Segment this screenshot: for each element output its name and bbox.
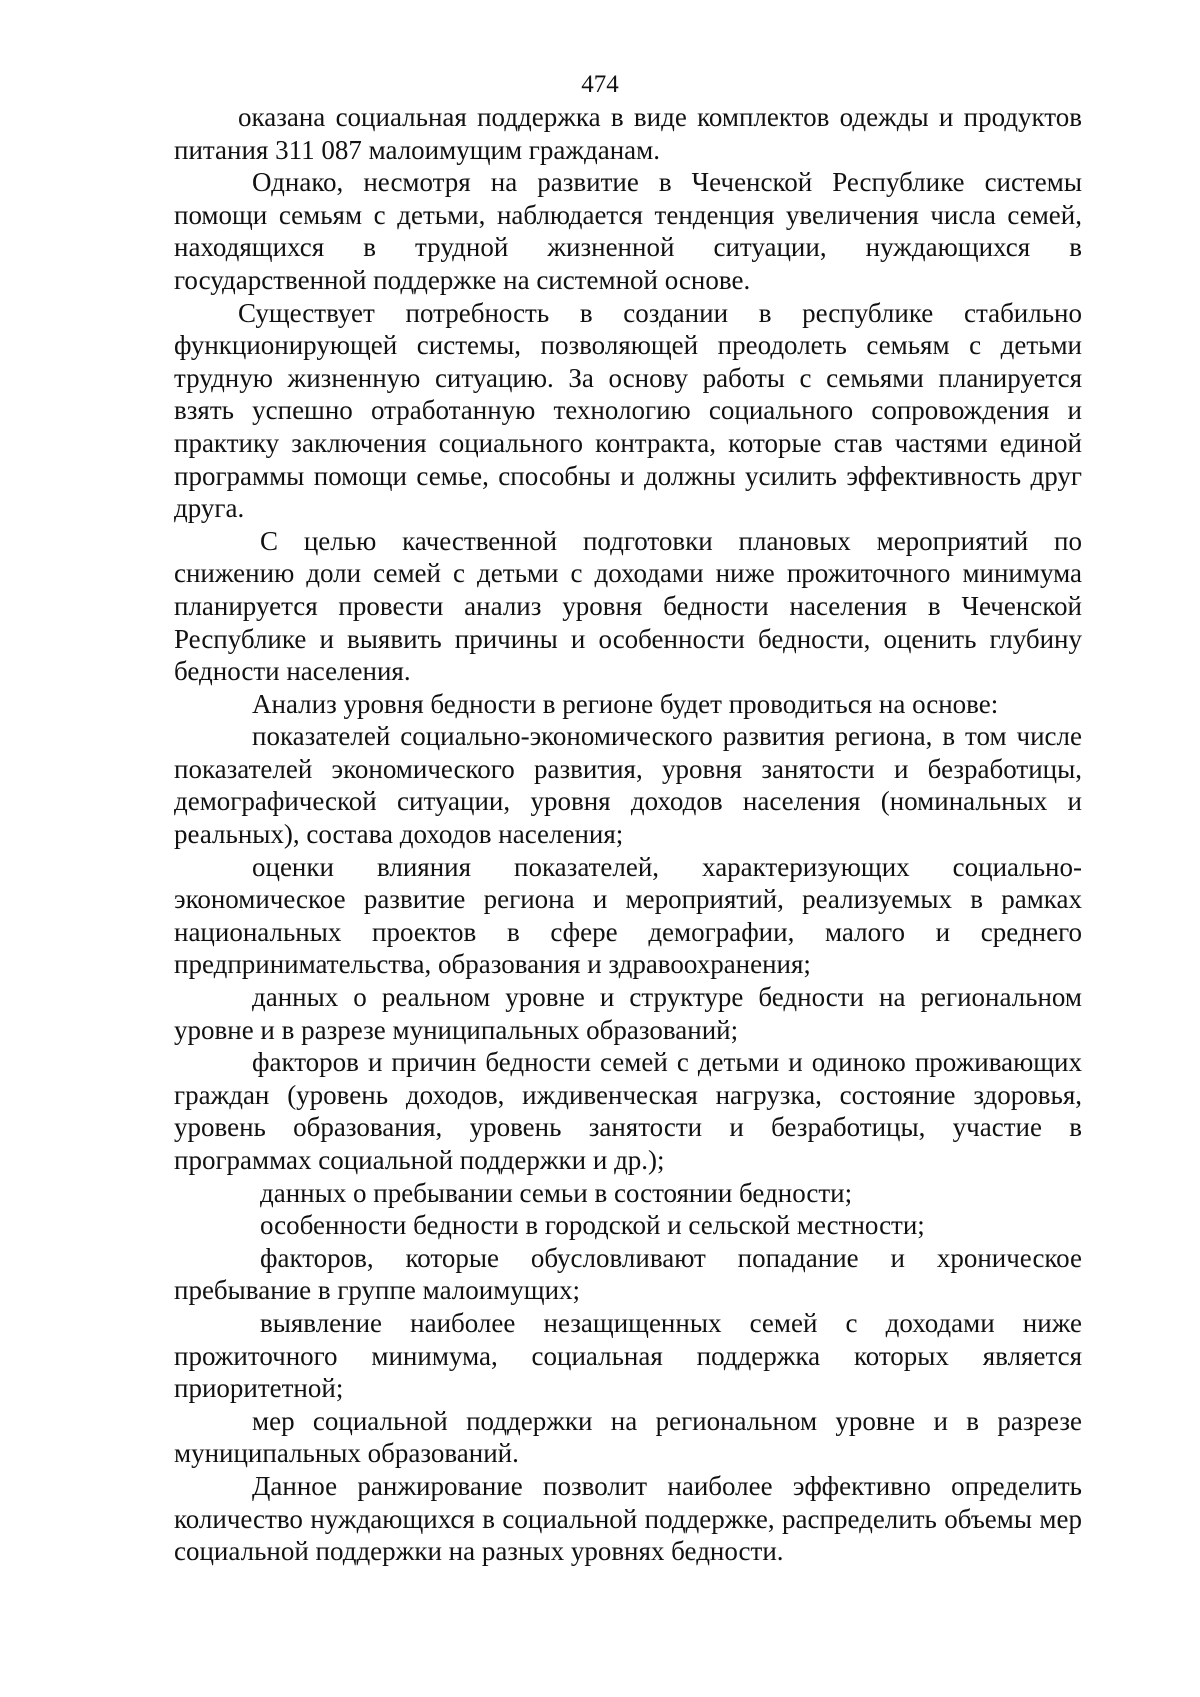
paragraph-stable-system: Существует потребность в создании в республике стабильно функционирующей системы, позволяющей преодолеть семьям с детьми трудную жизненную ситуацию. За основу работы с семьями планируется взять успешно отработанную технологию социального сопровождения и практику заключения социального контракта, которые став частями единой программы помощи семье, способны и должны усилить эффективность друг друга. <box>174 297 1082 524</box>
list-item-poverty-duration: данных о пребывании семьи в состоянии бедности; <box>260 1177 853 1208</box>
list-item-support-measures: мер социальной поддержки на региональном уровне и в разрезе муниципальных образований. <box>174 1405 1082 1469</box>
list-item-impact-assessment: оценки влияния показателей, характеризующих социально-экономическое развитие региона и мероприятий, реализуемых в рамках национальных проектов в сфере демографии, малого и среднего предпринимательства, образования и здравоохранения; <box>174 851 1082 980</box>
list-item-urban-rural-poverty: особенности бедности в городской и сельской местности; <box>260 1210 925 1241</box>
list-item-chronic-poverty-factors: факторов, которые обусловливают попадание и хроническое пребывание в группе малоимущих; <box>174 1242 1082 1306</box>
paragraph-ranking-conclusion: Данное ранжирование позволит наиболее эффективно определить количество нуждающихся в социальной поддержке, распределить объемы мер социальной поддержки на разных уровнях бедности. <box>174 1470 1082 1567</box>
list-item-poverty-factors: факторов и причин бедности семей с детьми и одиноко проживающих граждан (уровень доходов, иждивенческая нагрузка, состояние здоровья, уровень образования, уровень занятости и безработицы, участие в программах социальной поддержки и др.); <box>174 1047 1082 1175</box>
list-item-poverty-structure: данных о реальном уровне и структуре бедности на региональном уровне и в разрезе муниципальных образований; <box>174 982 1082 1045</box>
paragraph-analysis-basis: Анализ уровня бедности в регионе будет проводиться на основе: <box>252 688 999 719</box>
paragraph-social-support-result: оказана социальная поддержка в виде комплектов одежды и продуктов питания 311 087 малоимущим гражданам. <box>174 102 1082 165</box>
page-number: 474 <box>581 71 619 98</box>
paragraph-family-trend: Однако, несмотря на развитие в Чеченской Республике системы помощи семьям с детьми, наблюдается тенденция увеличения числа семей, находящихся в трудной жизненной ситуации, нуждающихся в государственной поддержке на системной основе. <box>174 167 1082 295</box>
list-item-economic-indicators: показателей социально-экономического развития региона, в том числе показателей экономического развития, уровня занятости и безработицы, демографической ситуации, уровня доходов населения (номинальных и реальных), состава доходов населения; <box>174 721 1082 850</box>
list-item-vulnerable-families: выявление наиболее незащищенных семей с доходами ниже прожиточного минимума, социальная поддержка которых является приоритетной; <box>174 1307 1082 1404</box>
paragraph-poverty-analysis-purpose: С целью качественной подготовки плановых мероприятий по снижению доли семей с детьми с доходами ниже прожиточного минимума планируется провести анализ уровня бедности населения в Чеченской Республике и выявить причины и особенности бедности, оценить глубину бедности населения. <box>174 525 1082 687</box>
document-body <box>174 101 1082 1568</box>
